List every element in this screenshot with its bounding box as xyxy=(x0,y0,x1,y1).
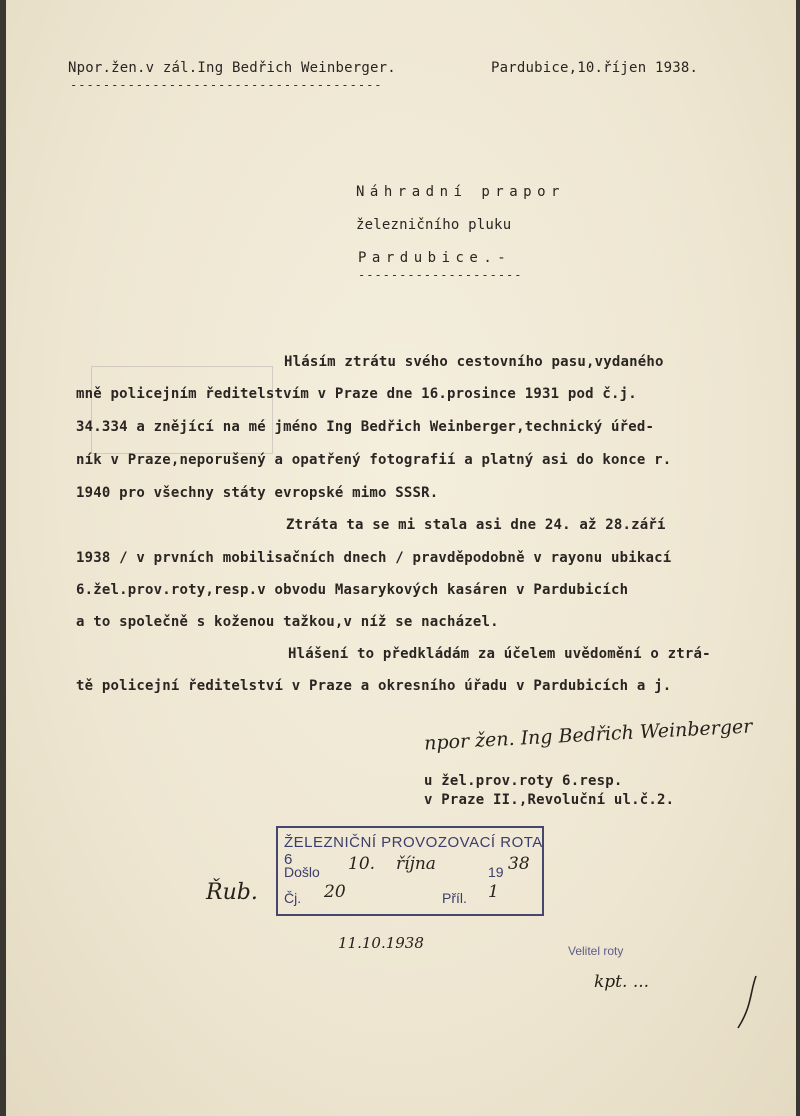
sender-underline: -------------------------------------- xyxy=(70,78,383,92)
velitel-roty-stamp: Velitel roty xyxy=(568,944,624,958)
stamp-title: ŽELEZNIČNÍ PROVOZOVACÍ ROTA 6 xyxy=(284,834,542,868)
addressee-line-1: Náhradní prapor xyxy=(356,184,565,200)
signature-flourish xyxy=(726,972,766,1032)
addressee-line-2: železničního pluku xyxy=(356,217,512,233)
receipt-stamp xyxy=(276,826,544,916)
body-line-4: ník v Praze,neporušený a opatřený fotografií a platný asi do konce r. xyxy=(76,452,672,468)
addressee-underline: -------------------- xyxy=(358,268,523,282)
body-line-1: Hlásím ztrátu svého cestovního pasu,vydaného xyxy=(284,354,664,370)
stamp-pril-label: Příl. xyxy=(442,890,467,906)
signature-address-1: u žel.prov.roty 6.resp. xyxy=(424,773,623,789)
stamp-cj-value: 20 xyxy=(324,882,346,902)
sender-line: Npor.žen.v zál.Ing Bedřich Weinberger. xyxy=(68,60,396,76)
place-date: Pardubice,10.říjen 1938. xyxy=(491,60,699,76)
stamp-pril-value: 1 xyxy=(488,882,499,902)
body-line-6: Ztráta ta se mi stala asi dne 24. až 28.září xyxy=(286,517,666,533)
body-line-5: 1940 pro všechny státy evropské mimo SSSR. xyxy=(76,485,439,501)
stamp-doslo-day: 10. xyxy=(348,854,376,874)
body-line-10: Hlášení to předkládám za účelem uvědomění o ztrá- xyxy=(288,646,711,662)
stamp-doslo-month: října xyxy=(396,854,436,874)
faint-background-stamp xyxy=(91,366,273,454)
stamp-doslo-year-suffix: 38 xyxy=(508,854,530,874)
body-line-11: tě policejní ředitelství v Praze a okresního úřadu v Pardubicích a j. xyxy=(76,678,672,694)
annotation-left-note: Řub. xyxy=(206,880,258,905)
commander-signature: kpt. ... xyxy=(594,972,650,992)
addressee-line-3: Pardubice.- xyxy=(358,250,512,266)
document-page xyxy=(6,0,796,1116)
signature-address-2: v Praze II.,Revoluční ul.č.2. xyxy=(424,792,675,808)
body-line-8: 6.žel.prov.roty,resp.v obvodu Masarykových kasáren v Pardubicích xyxy=(76,582,629,598)
body-line-9: a to společně s koženou tažkou,v níž se nacházel. xyxy=(76,614,499,630)
stamp-cj-label: Čj. xyxy=(284,890,302,906)
body-line-2: mně policejním ředitelstvím v Praze dne 16.prosince 1931 pod č.j. xyxy=(76,386,637,402)
body-line-7: 1938 / v prvních mobilisačních dnech / pravděpodobně v rayonu ubikací xyxy=(76,550,672,566)
annotation-date: 11.10.1938 xyxy=(338,934,424,952)
stamp-doslo-label: Došlo xyxy=(284,864,320,880)
handwritten-signature: npor žen. Ing Bedřich Weinberger xyxy=(423,715,753,755)
body-line-3: 34.334 a znějící na mé jméno Ing Bedřich Weinberger,technický úřed- xyxy=(76,419,655,435)
stamp-doslo-year-prefix: 19 xyxy=(488,864,504,880)
